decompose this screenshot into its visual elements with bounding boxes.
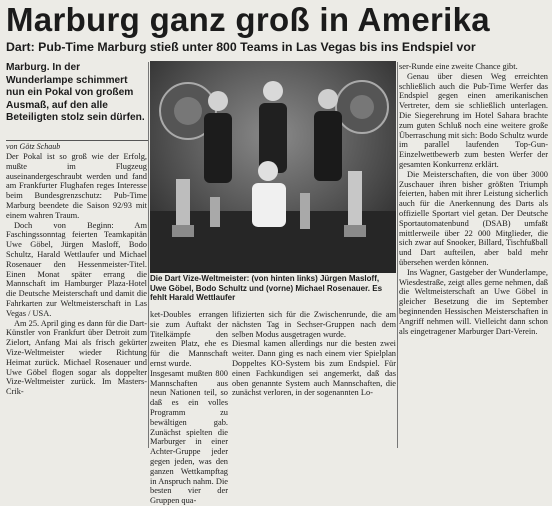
team-photo bbox=[150, 61, 396, 273]
byline: von Götz Schaub bbox=[6, 140, 148, 152]
column-divider bbox=[397, 62, 398, 448]
paragraph: ser-Runde eine zweite Chance gibt. bbox=[399, 62, 518, 71]
team-photo-image bbox=[150, 61, 396, 273]
photo-caption: Die Dart Vize-Weltmeister: (von hinten links) Jürgen Masloff, Uwe Göbel, Bodo Schultz und (vorne) Michael Rosenauer. Es fehlt Harald Wettlaufer bbox=[150, 274, 383, 303]
body-column-4 bbox=[399, 62, 548, 448]
paragraph: Die Meisterschaften, die von über 3000 Zuschauer ihren bisher größten Triumph feierten, haben mit ihrer Leistung sicherlich auch für die Anerkennung des Darts als offizielle Sportart viel getan. Der Deutsche Sportautomatenbund (DSAB) umfaßt mittlerweile über 22 000 Mitglieder, die sich zwar auf Snooker, Billard, Tischfußball und Dart aufteilen, aber bald mehr übersehen werden können. bbox=[399, 169, 548, 267]
body-column-2 bbox=[150, 310, 228, 506]
headline: Marburg ganz groß in Amerika bbox=[6, 1, 490, 38]
paragraph: Doch von Beginn: Am Faschingssonntag feierten Teamkapitän Uwe Göbel, Jürgen Masloff, Bodo Schultz, Harald Wettlaufer und Michael Rosenauer den Hessenmeister-Titel. Einen Monat später errang die Mannschaft im Hamburger Plaza-Hotel die Deutsche Meisterschaft und damit die Fahrkarten zur Weltmeisterschaft in Las Vegas / USA. bbox=[6, 220, 147, 318]
paragraph: Der Pokal ist so groß wie der Erfolg, mußte im Flugzeug auseinandergeschraubt werden und fand am Frankfurter Flughafen reges Interesse beim Bundesgrenzschutz: Pub-Time Marburg beendete die Saison 92/93 mit einem wahren Traum. bbox=[6, 152, 147, 220]
paragraph: Genau über diesen Weg erreichten schließlich auch die Pub-Time Werfer das Endspiel gegen einen amerikanischen Vertreter, dem sie schließlich unterlagen. Die Siegerehrung im Hotel Sahara brachte zum guten Schluß noch eine weitere große Überraschung mit sich: Bodo Schultz wurde im parallel laufenden Top-Gun-Einzelwettbewerb zum besten Werfer der gesamten Konkurrenz erklärt. bbox=[399, 71, 548, 169]
body-column-1 bbox=[6, 152, 147, 448]
paragraph: lifizierten sich für die Zwischenrunde, die am nächsten Tag in Sechser-Gruppen nach dem selben Modus ausgetragen wurde. Diesmal kamen allerdings nur die besten zwei weiter. Dann ging es nach einem vier Spielplan Doppeltes KO-System bis zum Endspiel. Für einen Fachkundigen sei angemerkt, daß das oben genannte System auch Mannschaften, die zunächst verloren, in der sogenannten Lo- bbox=[232, 310, 396, 398]
lead-paragraph bbox=[6, 62, 148, 125]
subheadline: Dart: Pub-Time Marburg stieß unter 800 Teams in Las Vegas bis ins Endspiel vor bbox=[6, 40, 476, 54]
body-column-3 bbox=[232, 310, 396, 448]
paragraph: ket-Doubles errangen sie zum Auftakt der Titelkämpfe den zweiten Platz, ehe es für die Mannschaft ernst wurde. Insgesamt mußten 800 Mannschaften aus neun Nationen teil, so daß es ein volles Programm zu bewältigen gab. Zunächst spielten die Marburger in einer Achter-Gruppe jeder gegen jeden, was den ganzen Wettkampftag in Anspruch nahm. Die besten vier der Gruppen qua- bbox=[150, 310, 228, 506]
paragraph: Ins Wagner, Gastgeber der Wunderlampe, Wiesdestraße, zeigt alles gerne nehmen, daß die Weltmeisterschaft an Uwe Göbel in gleicher Besetzung die im September beginnenden Hessischen Meisterschaften in Angriff nehmen will. Vielleicht dann schon als eingetragener Marburger Dart-Verein. bbox=[399, 267, 548, 336]
lead-text: Marburg. In der Wunderlampe schimmert nun ein Pokal von großem Ausmaß, auf den alle Beteiligten stolz sein dürfen. bbox=[6, 62, 145, 124]
column-divider bbox=[148, 62, 149, 448]
paragraph: Am 25. April ging es dann für die Dart-Künstler von Frankfurt über Detroit zum Zielort, Anfang Mai als frisch gekürter Vize-Weltmeister wieder Richtung Heimat zurück. Michael Rosenauer und Uwe Göbel flogen sogar als doppelter Vize-Weltmeister zurück. Im Masters-Crik- bbox=[6, 318, 147, 397]
